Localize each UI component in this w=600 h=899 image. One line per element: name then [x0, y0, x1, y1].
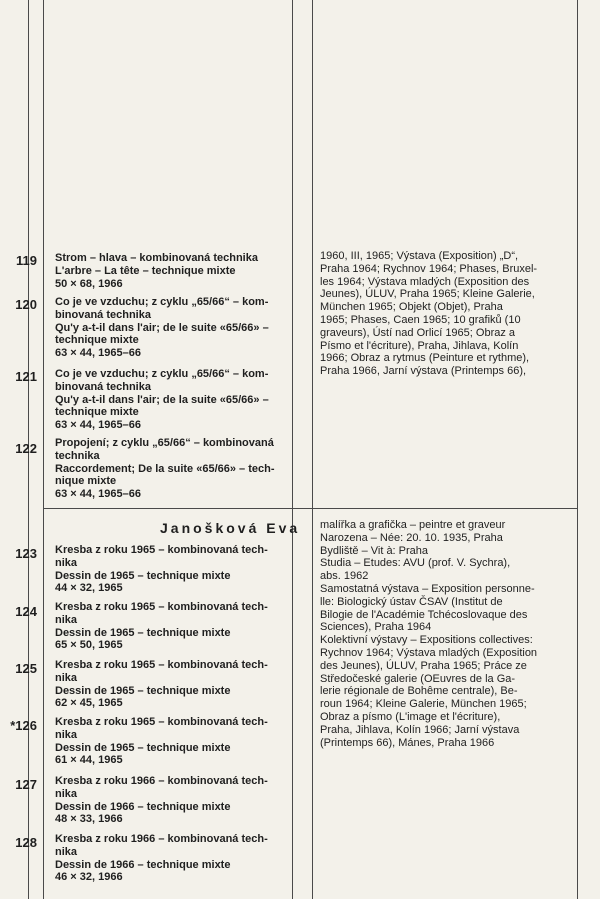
entry-line: nika — [55, 787, 78, 800]
entry-line: nika — [55, 556, 78, 569]
entry-line: 46 × 32, 1966 — [55, 871, 123, 884]
bio-line: Praha 1966, Jarní výstava (Printemps 66), — [320, 365, 527, 378]
entry-number: 121 — [15, 369, 37, 384]
bio-line: Jeunes), ÚLUV, Praha 1965; Kleine Galerie, — [320, 288, 535, 301]
entry-line: Qu'y a-t-il dans l'air; de le suite «65/66» – — [55, 321, 269, 334]
entry-number: 119 — [16, 253, 37, 268]
bio-line: Písmo et l'écriture), Praha, Jihlava, Kolín — [320, 339, 519, 352]
entry-line: 50 × 68, 1966 — [55, 277, 123, 290]
bio-line: 1965; Phases, Caen 1965; 10 grafiků (10 — [320, 313, 521, 326]
artist-biography — [320, 519, 575, 749]
entry-number: 123 — [15, 546, 37, 561]
bio-line: Samostatná výstava – Exposition personne- — [320, 582, 535, 595]
bio-line: malířka a grafička – peintre et graveur — [320, 519, 506, 531]
catalog-entry-126 — [55, 716, 295, 767]
entry-number: 127 — [15, 777, 37, 792]
entry-line: Kresba z roku 1965 – kombinovaná tech- — [55, 544, 268, 556]
entry-line: Kresba z roku 1965 – kombinovaná tech- — [55, 659, 268, 671]
entry-number: 125 — [15, 661, 37, 676]
entry-line: Dessin de 1966 – technique mixte — [55, 858, 231, 871]
entry-line: 63 × 44, 1965–66 — [55, 347, 141, 360]
column-rule-center-left — [43, 0, 44, 899]
catalog-entry-125 — [55, 659, 295, 710]
entry-line: Kresba z roku 1965 – kombinovaná tech- — [55, 601, 268, 613]
catalog-entry-121 — [55, 368, 295, 432]
bio-line: Praha 1964; Rychnov 1964; Phases, Bruxel- — [320, 262, 538, 275]
bio-line: Sciences), Praha 1964 — [320, 621, 432, 634]
bio-line: graveurs), Ústí nad Orlicí 1965; Obraz a — [320, 326, 516, 339]
catalog-entry-128 — [55, 833, 295, 884]
entry-number: 128 — [15, 835, 37, 850]
entry-line: 63 × 44, 1965–66 — [55, 419, 141, 432]
bio-line: Bilogie de l'Académie Tchécoslovaque des — [320, 608, 528, 621]
entry-line: 62 × 45, 1965 — [55, 697, 123, 710]
bio-line: Rychnov 1964; Výstava mladých (Exposition — [320, 646, 538, 659]
column-rule-center-right — [312, 0, 313, 899]
catalog-entry-123 — [55, 544, 295, 595]
entry-line: nika — [55, 671, 78, 684]
column-rule-right — [577, 0, 578, 899]
catalog-entry-119 — [55, 252, 295, 290]
bio-line: 1960, III, 1965; Výstava (Exposition) „D“, — [320, 250, 519, 262]
entry-number: 120 — [15, 297, 37, 312]
entry-line: nika — [55, 728, 78, 741]
entry-line: Co je ve vzduchu; z cyklu „65/66“ – kom- — [55, 368, 269, 380]
bio-line: Narozena – Née: 20. 10. 1935, Praha — [320, 531, 503, 544]
exhibition-history-continued — [320, 250, 575, 378]
entry-line: technika — [55, 449, 100, 462]
bio-line: Obraz a písmo (L'image et l'écriture), — [320, 710, 501, 723]
entry-line: Dessin de 1965 – technique mixte — [55, 684, 231, 697]
entry-line: Co je ve vzduchu; z cyklu „65/66“ – kom- — [55, 296, 269, 308]
entry-line: Kresba z roku 1965 – kombinovaná tech- — [55, 716, 268, 728]
entry-number: *126 — [10, 718, 37, 733]
catalog-entry-127 — [55, 775, 295, 826]
bio-line: abs. 1962 — [320, 570, 369, 583]
entry-line: Strom – hlava – kombinovaná technika — [55, 252, 258, 264]
entry-line: technique mixte — [55, 334, 139, 347]
entry-line: Propojení; z cyklu „65/66“ – kombinovaná — [55, 437, 274, 449]
entry-line: 65 × 50, 1965 — [55, 639, 123, 652]
bio-line: 1966; Obraz a rytmus (Peinture et rythme), — [320, 352, 530, 365]
bio-line: Studia – Etudes: AVU (prof. V. Sychra), — [320, 557, 511, 570]
entry-line: nika — [55, 845, 78, 858]
entry-line: Dessin de 1965 – technique mixte — [55, 741, 231, 754]
bio-line: roun 1964; Kleine Galerie, München 1965; — [320, 698, 527, 711]
entry-line: 44 × 32, 1965 — [55, 582, 123, 595]
bio-line: Kolektivní výstavy – Expositions collectives: — [320, 634, 533, 647]
entry-line: Dessin de 1966 – technique mixte — [55, 800, 231, 813]
entry-number: 122 — [15, 441, 37, 456]
bio-line: les 1964; Výstava mladých (Exposition des — [320, 275, 530, 288]
entry-line: Kresba z roku 1966 – kombinovaná tech- — [55, 833, 268, 845]
section-divider — [43, 508, 577, 509]
bio-line: München 1965; Objekt (Objet), Praha — [320, 301, 503, 314]
entry-line: 48 × 33, 1966 — [55, 813, 123, 826]
entry-line: binovaná technika — [55, 308, 151, 321]
entry-line: L'arbre – La tête – technique mixte — [55, 264, 236, 277]
bio-line: (Printemps 66), Mánes, Praha 1966 — [320, 736, 495, 749]
entry-line: 61 × 44, 1965 — [55, 754, 123, 767]
catalog-entry-122 — [55, 437, 295, 501]
entry-line: nique mixte — [55, 475, 117, 488]
artist-name-heading: Janošková Eva — [160, 520, 301, 536]
bio-line: lerie régionale de Bohême centrale), Be- — [320, 685, 518, 698]
bio-line: Bydliště – Vit à: Praha — [320, 544, 429, 557]
entry-line: Dessin de 1965 – technique mixte — [55, 569, 231, 582]
entry-line: binovaná technika — [55, 380, 151, 393]
bio-line: Praha, Jihlava, Kolín 1966; Jarní výstava — [320, 723, 520, 736]
entry-line: Raccordement; De la suite «65/66» – tech- — [55, 462, 275, 475]
entry-line: Qu'y a-t-il dans l'air; de la suite «65/66» – — [55, 393, 269, 406]
entry-line: Dessin de 1965 – technique mixte — [55, 626, 231, 639]
entry-number: 124 — [15, 604, 37, 619]
bio-line: Středočeské galerie (OEuvres de la Ga- — [320, 672, 516, 685]
entry-line: 63 × 44, 1965–66 — [55, 488, 141, 501]
entry-line: nika — [55, 613, 78, 626]
bio-line: lle: Biologický ústav ČSAV (Institut de — [320, 595, 503, 608]
entry-line: technique mixte — [55, 406, 139, 419]
bio-line: des Jeunes), ÚLUV, Praha 1965; Práce ze — [320, 659, 527, 672]
catalog-entry-120 — [55, 296, 295, 360]
catalog-entry-124 — [55, 601, 295, 652]
entry-line: Kresba z roku 1966 – kombinovaná tech- — [55, 775, 268, 787]
